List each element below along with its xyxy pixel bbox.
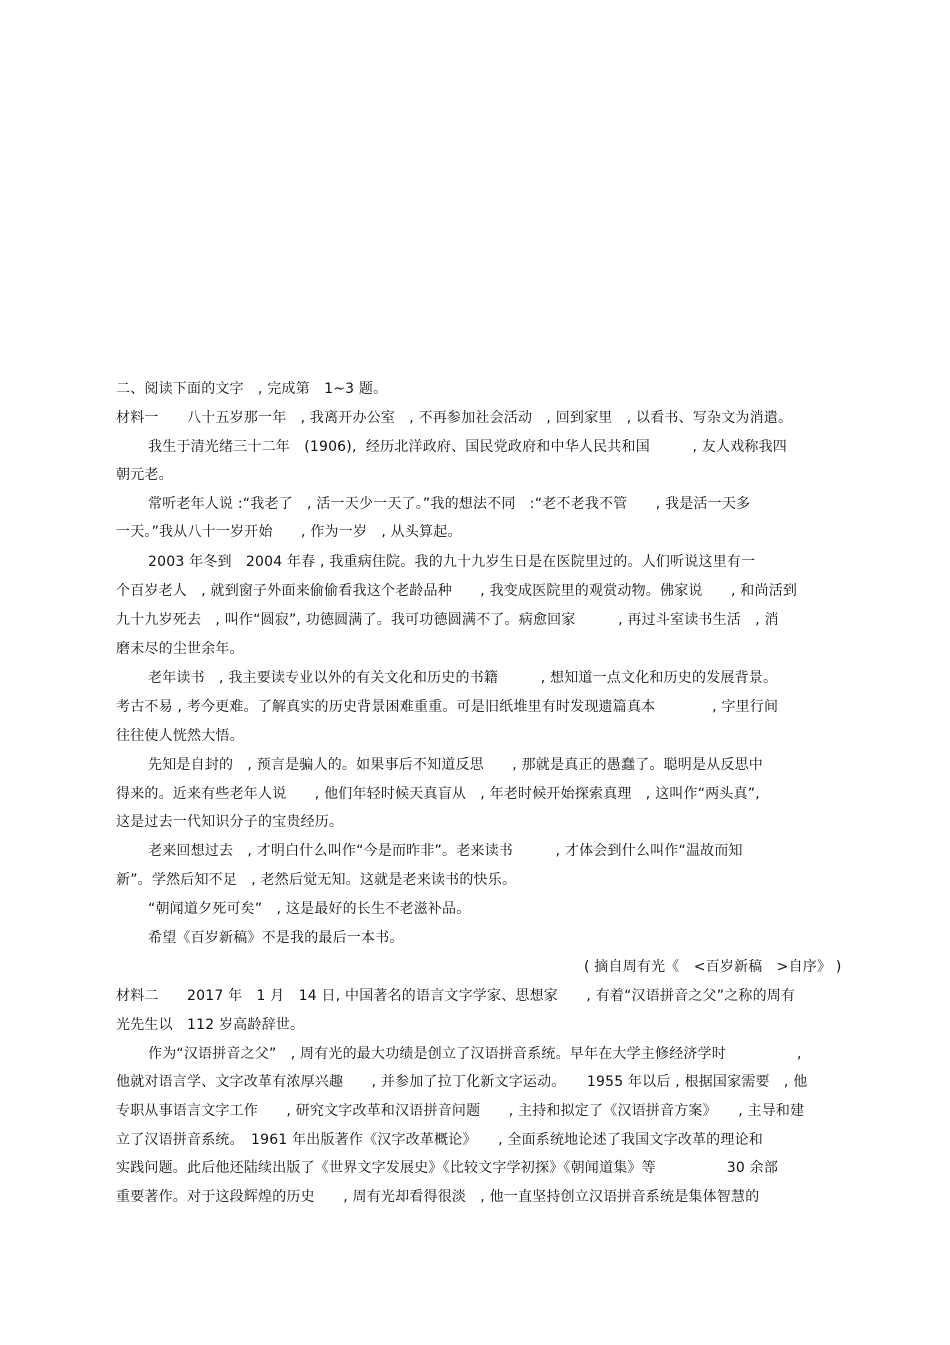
paragraph-line: 先知是自封的 , 预言是骗人的。如果事后不知道反思 , 那就是真正的愚蠢了。聪明是从反思中 <box>148 757 763 773</box>
paragraph-line: 个百岁老人 , 就到窗子外面来偷偷看我这个老龄品种 , 我变成医院里的观赏动物。佛家说 , 和尚活到 <box>116 583 798 599</box>
paragraph-line: 老年读书 , 我主要读专业以外的有关文化和历史的书籍 , 想知道一点文化和历史的发展背景。 <box>148 670 778 686</box>
paragraph-line: 专职从事语言文字工作 , 研究文字改革和汉语拼音问题 , 主持和拟定了《汉语拼音方案》 , 主导和建 <box>116 1103 805 1119</box>
paragraph-line: “朝闻道夕死可矣” , 这是最好的长生不老滋补品。 <box>148 901 471 917</box>
paragraph-line: 立了汉语拼音系统。 1961 年出版著作《汉字改革概论》 , 全面系统地论述了我国文字改革的理论和 <box>116 1132 763 1148</box>
paragraph-line: 材料一 八十五岁那一年 , 我离开办公室 , 不再参加社会活动 , 回到家里 , 以看书、写杂文为消遣。 <box>116 410 793 426</box>
paragraph-line: 磨未尽的尘世余年。 <box>116 641 244 657</box>
section-heading: 二、阅读下面的文字 , 完成第 1~3 题。 <box>116 381 388 397</box>
paragraph-line: 九十九岁死去 , 叫作“圆寂”, 功德圆满了。我可功德圆满不了。病愈回家 , 再过斗室读书生活 , 消 <box>116 612 779 628</box>
paragraph-line: 2003 年冬到 2004 年春 , 我重病住院。我的九十九岁生日是在医院里过的。人们听说这里有一 <box>148 554 756 570</box>
paragraph-line: 他就对语言学、文字改革有浓厚兴趣 , 并参加了拉丁化新文字运动。 1955 年以后 , 根据国家需要 , 他 <box>116 1074 808 1090</box>
paragraph-line: 朝元老。 <box>116 467 173 483</box>
paragraph-line: 材料二 2017 年 1 月 14 日, 中国著名的语言文字学家、思想家 , 有着“汉语拼音之父”之称的周有 <box>116 988 796 1004</box>
paragraph-line: 新”。学然后知不足 , 老然后觉无知。这就是老来读书的快乐。 <box>116 872 517 888</box>
paragraph-line: 考古不易 , 考今更难。了解真实的历史背景困难重重。可是旧纸堆里有时发现遗篇真本 , 字里行间 <box>116 699 779 715</box>
paragraph-line: 作为“汉语拼音之父” , 周有光的最大功绩是创立了汉语拼音系统。早年在大学主修经济学时 , <box>148 1046 802 1062</box>
paragraph-line: 老来回想过去 , 才明白什么叫作“今是而昨非”。老来读书 , 才体会到什么叫作“温故而知 <box>148 843 743 859</box>
paragraph-line: 实践问题。此后他还陆续出版了《世界文字发展史》《比较文字学初探》《朝闻道集》等 30 余部 <box>116 1160 779 1176</box>
source-citation: ( 摘自周有光《 <百岁新稿 >自序》 ) <box>584 959 842 975</box>
paragraph-line: 一天。”我从八十一岁开始 , 作为一岁 , 从头算起。 <box>116 524 462 540</box>
paragraph-line: 这是过去一代知识分子的宝贵经历。 <box>116 814 344 830</box>
paragraph-line: 希望《百岁新稿》不是我的最后一本书。 <box>148 930 404 946</box>
paragraph-line: 我生于清光绪三十二年 (1906), 经历北洋政府、国民党政府和中华人民共和国 , 友人戏称我四 <box>148 439 788 455</box>
paragraph-line: 得来的。近来有些老年人说 , 他们年轻时候天真盲从 , 年老时候开始探索真理 , 这叫作“两头真”, <box>116 786 760 802</box>
paragraph-line: 往往使人恍然大悟。 <box>116 728 244 744</box>
paragraph-line: 光先生以 112 岁高龄辞世。 <box>116 1017 305 1033</box>
paragraph-line: 常听老年人说 :“我老了 , 活一天少一天了。”我的想法不同 :“老不老我不管 , 我是活一天多 <box>148 496 751 512</box>
paragraph-line: 重要著作。对于这段辉煌的历史 , 周有光却看得很淡 , 他一直坚持创立汉语拼音系统是集体智慧的 <box>116 1189 760 1205</box>
